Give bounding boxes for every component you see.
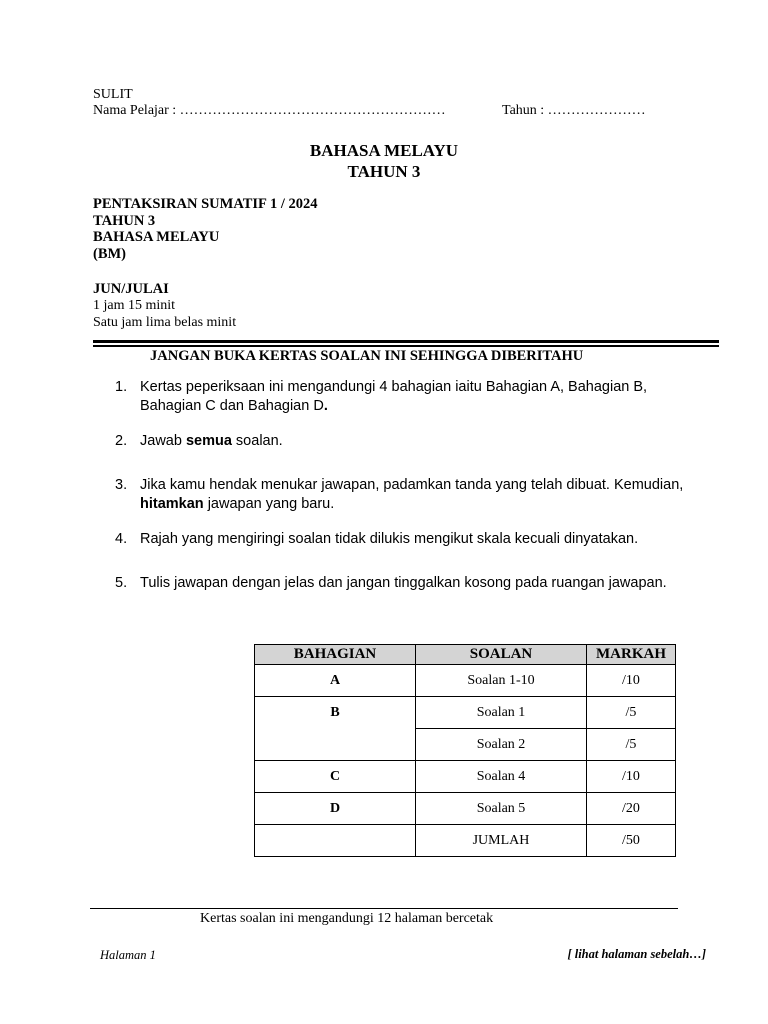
instruction-item bbox=[115, 530, 685, 549]
exam-info-block bbox=[93, 196, 318, 262]
assessment-name: PENTAKSIRAN SUMATIF 1 / 2024 bbox=[93, 196, 318, 212]
table-row bbox=[255, 761, 676, 793]
cell-question: Soalan 1-10 bbox=[416, 665, 587, 697]
year-field: Tahun : ………………… bbox=[502, 103, 646, 118]
table-row bbox=[255, 665, 676, 697]
next-page-note: [ lihat halaman sebelah…] bbox=[567, 947, 706, 961]
instruction-text: Rajah yang mengiringi soalan tidak dilukis mengikut skala kecuali dinyatakan. bbox=[140, 531, 639, 547]
instruction-number: 5. bbox=[115, 575, 128, 591]
instruction-item bbox=[115, 432, 685, 451]
column-header-marks: MARKAH bbox=[587, 645, 676, 665]
instruction-number: 4. bbox=[115, 531, 128, 547]
instruction-text: Tulis jawapan dengan jelas dan jangan tinggalkan kosong pada ruangan jawapan. bbox=[140, 575, 667, 591]
student-name-field: Nama Pelajar : ………………………………………………… bbox=[93, 103, 446, 118]
cell-marks: /5 bbox=[587, 729, 676, 761]
instruction-item bbox=[115, 574, 685, 593]
exam-subject: BAHASA MELAYU bbox=[93, 229, 220, 245]
instruction-item bbox=[115, 476, 685, 514]
divider-thin bbox=[93, 345, 719, 347]
cell-question: JUMLAH bbox=[416, 825, 587, 857]
subject-code: (BM) bbox=[93, 245, 127, 262]
cell-part bbox=[255, 825, 416, 857]
instruction-text: Kertas peperiksaan ini mengandungi 4 bahagian iaitu Bahagian A, Bahagian B, Bahagian C dan Bahagian D. bbox=[140, 379, 648, 414]
classification-label: SULIT bbox=[93, 87, 133, 102]
instruction-text: Jawab semua soalan. bbox=[140, 433, 283, 449]
table-header-row bbox=[255, 645, 676, 665]
table-row-total bbox=[255, 825, 676, 857]
divider-thick bbox=[93, 340, 719, 343]
cell-marks: /10 bbox=[587, 665, 676, 697]
table-row bbox=[255, 793, 676, 825]
cell-marks: /20 bbox=[587, 793, 676, 825]
cell-part: B bbox=[255, 697, 416, 729]
subject-title: BAHASA MELAYU bbox=[309, 141, 459, 160]
column-header-question: SOALAN bbox=[416, 645, 587, 665]
cell-part: A bbox=[255, 665, 416, 697]
cell-question: Soalan 2 bbox=[416, 729, 587, 761]
exam-session: JUN/JULAI bbox=[93, 281, 169, 297]
instruction-number: 1. bbox=[115, 379, 128, 395]
instruction-item bbox=[115, 378, 685, 416]
page-count-note: Kertas soalan ini mengandungi 12 halaman bercetak bbox=[200, 911, 494, 926]
marks-table bbox=[254, 644, 676, 857]
cell-part bbox=[255, 729, 416, 761]
exam-year: TAHUN 3 bbox=[93, 212, 156, 229]
exam-duration-words: Satu jam lima belas minit bbox=[93, 315, 237, 330]
cell-marks: /5 bbox=[587, 697, 676, 729]
instruction-number: 3. bbox=[115, 477, 128, 493]
cell-part: D bbox=[255, 793, 416, 825]
cell-part: C bbox=[255, 761, 416, 793]
table-row bbox=[255, 729, 676, 761]
cell-marks: /10 bbox=[587, 761, 676, 793]
exam-duration: 1 jam 15 minit bbox=[93, 298, 176, 313]
cell-question: Soalan 1 bbox=[416, 697, 587, 729]
instruction-number: 2. bbox=[115, 433, 128, 449]
warning-heading: JANGAN BUKA KERTAS SOALAN INI SEHINGGA DIBERITAHU bbox=[150, 348, 584, 364]
table-row bbox=[255, 697, 676, 729]
footer-divider bbox=[90, 908, 678, 909]
instruction-text: Jika kamu hendak menukar jawapan, padamkan tanda yang telah dibuat. Kemudian, hitamkan jawapan yang baru. bbox=[140, 477, 684, 512]
page-number: Halaman 1 bbox=[100, 948, 156, 962]
cell-question: Soalan 4 bbox=[416, 761, 587, 793]
cell-question: Soalan 5 bbox=[416, 793, 587, 825]
grade-title: TAHUN 3 bbox=[347, 162, 421, 181]
column-header-part: BAHAGIAN bbox=[255, 645, 416, 665]
cell-marks: /50 bbox=[587, 825, 676, 857]
